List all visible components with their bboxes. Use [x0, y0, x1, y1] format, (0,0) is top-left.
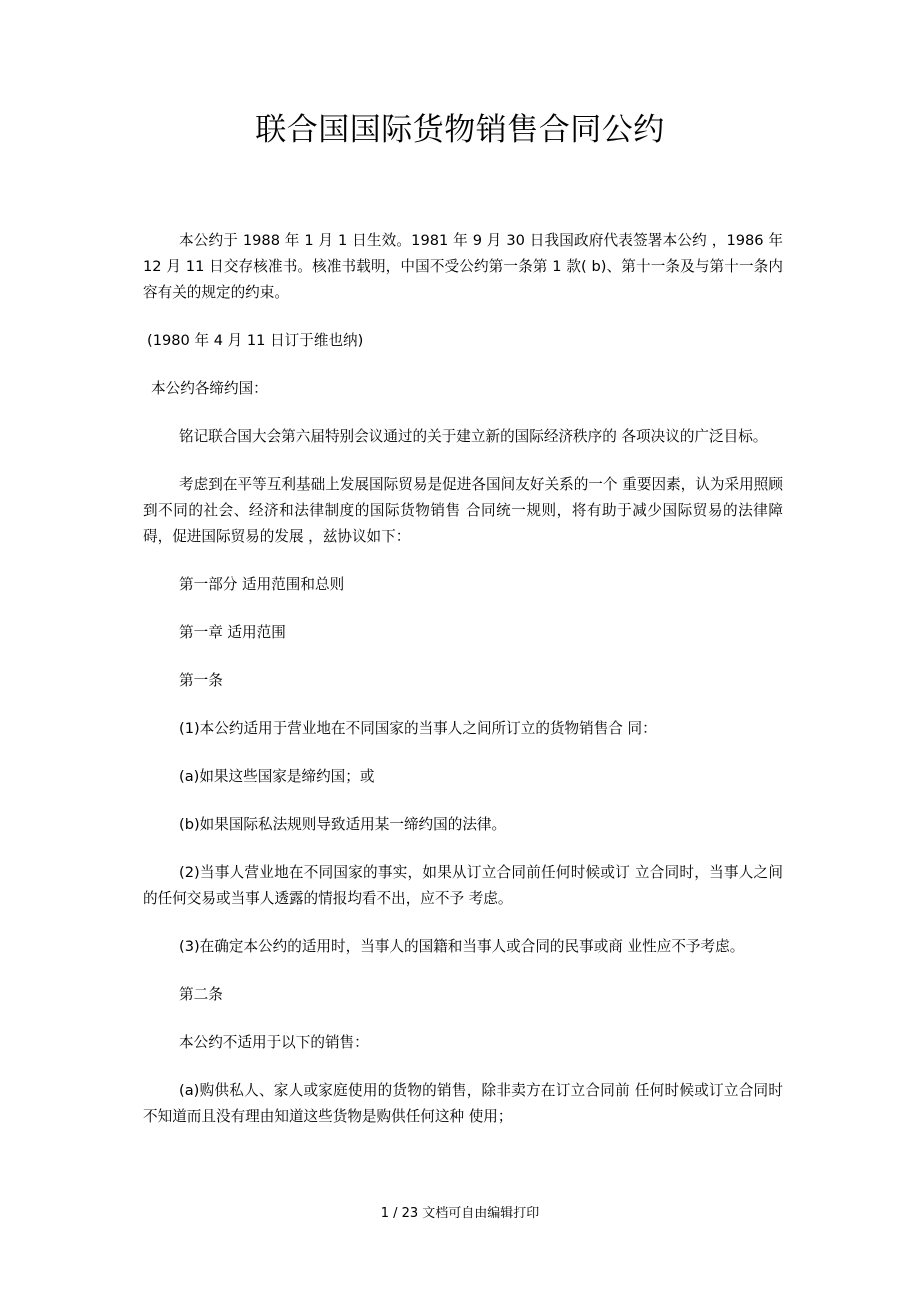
article-two-intro: 本公约不适用于以下的销售： [179, 1034, 369, 1051]
part-one-heading: 第一部分 适用范围和总则 [179, 576, 345, 593]
paragraph-states-parties: 本公约各缔约国： [151, 380, 268, 397]
page-footer: 1 / 23 文档可自由编辑打印 [380, 1206, 540, 1221]
paragraph-bearing-in-mind: 铭记联合国大会第六届特别会议通过的关于建立新的国际经济秩序的 各项决议的广泛目标。 [179, 428, 768, 445]
article-one-clause-a: (a)如果这些国家是缔约国；或 [179, 768, 375, 785]
paragraph-effective-date: 本公约于 1988 年 1 月 1 日生效。1981 年 9 月 30 日我国政府代表签署本公约 ，1986 年 12 月 11 日交存核准书。核准书载明，中国不受公约第一条第 1 款( b)、第十一条及与第十一条内容有关的规定的约束。 [143, 232, 783, 301]
paragraph-signing-note: (1980 年 4 月 11 日订于维也纳) [147, 332, 364, 349]
article-one-clause-2: (2)当事人营业地在不同国家的事实，如果从订立合同前任何时候或订 立合同时，当事人之间的任何交易或当事人透露的情报均看不出，应不予 考虑。 [143, 864, 783, 907]
article-one-clause-3: (3)在确定本公约的适用时，当事人的国籍和当事人或合同的民事或商 业性应不予考虑。 [179, 938, 745, 955]
article-two-clause-a: (a)购供私人、家人或家庭使用的货物的销售，除非卖方在订立合同前 任何时候或订立合同时不知道而且没有理由知道这些货物是购供任何这种 使用； [143, 1082, 783, 1125]
document-title: 联合国国际货物销售合同公约 [255, 112, 665, 148]
document-body [143, 228, 783, 1130]
article-one-heading: 第一条 [179, 672, 223, 689]
article-one-clause-b: (b)如果国际私法规则导致适用某一缔约国的法律。 [179, 816, 507, 833]
chapter-one-heading: 第一章 适用范围 [179, 624, 286, 641]
article-one-clause-1: (1)本公约适用于营业地在不同国家的当事人之间所订立的货物销售合 同： [179, 720, 657, 737]
paragraph-considering: 考虑到在平等互利基础上发展国际贸易是促进各国间友好关系的一个 重要因素，认为采用照顾到不同的社会、经济和法律制度的国际货物销售 合同统一规则，将有助于减少国际贸易的法律障碍，促进国际贸易的发展 ，兹协议如下： [143, 476, 783, 545]
article-two-heading: 第二条 [179, 986, 223, 1003]
